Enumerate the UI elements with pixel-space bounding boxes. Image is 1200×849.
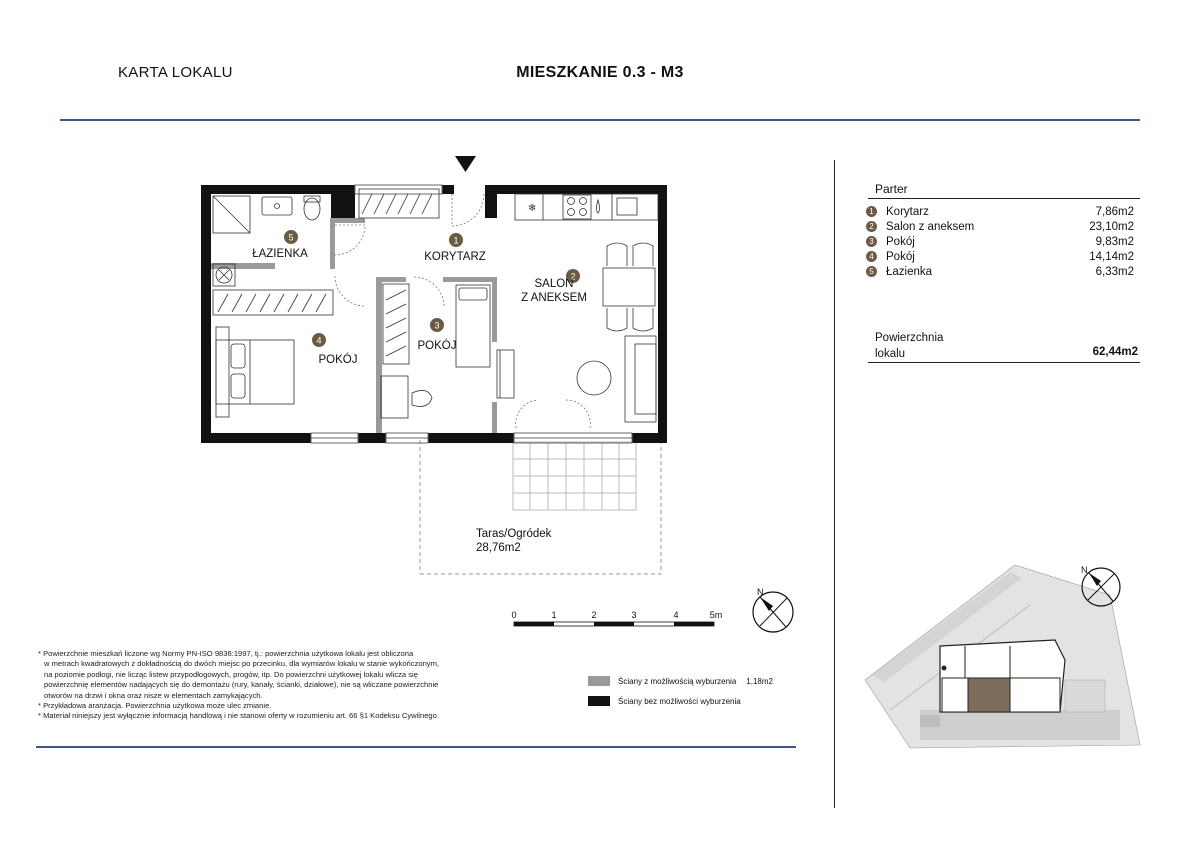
room-area: 7,86m2: [1095, 205, 1134, 218]
room-number-4: 4: [316, 335, 322, 346]
room-number-badge: 4: [866, 251, 877, 262]
room-area: 14,14m2: [1089, 250, 1134, 263]
scale-tick: 3: [631, 610, 637, 620]
room-label-pokoj-3: POKÓJ: [417, 340, 457, 352]
footer-divider: [36, 746, 796, 748]
dining-set: [603, 243, 655, 331]
total-area-value: 62,44m2: [1092, 346, 1138, 358]
wardrobes: [213, 189, 439, 364]
room-name: Salon z aneksem: [886, 220, 975, 233]
scale-bar-ticks: [511, 610, 722, 620]
legend-fixed-label: Ściany bez możliwości wyburzenia: [618, 696, 741, 706]
room-area: 23,10m2: [1089, 220, 1134, 233]
legend-row-removable: [588, 671, 773, 691]
panel-divider: [834, 160, 835, 808]
site-compass-icon: [1078, 564, 1124, 610]
kitchen-counter: [515, 194, 658, 220]
scale-tick: 2: [591, 610, 597, 620]
scale-tick: 1: [551, 610, 557, 620]
compass-icon: [753, 587, 793, 632]
total-area-label-line-1: Powierzchnia: [875, 332, 944, 344]
room-label-lazienka: ŁAZIENKA: [252, 248, 308, 260]
table-row: [866, 219, 1140, 234]
footnote-line: * Powierzchnie mieszkań liczone wg Normy PN-ISO 9836:1997, tj.: powierzchnia użytkowa lokalu jest obliczona: [38, 649, 414, 658]
terrace-tiles: [513, 442, 636, 510]
footnotes: [38, 649, 598, 722]
room-number-badge: 3: [866, 236, 877, 247]
footnote-line: * Przykładowa aranżacja. Powierzchnia użytkowa może ulec zmianie.: [38, 701, 272, 711]
footnote-line: na poziomie podłogi, nie licząc listew przypodłogowych, progów, itp. Do powierzchni użytkowej lokalu wlicza się: [44, 669, 418, 679]
apartment-title: MIESZKANIE 0.3 - M3: [516, 64, 684, 81]
footnote-line: powierzchnię elementów nadających się do demontażu (rury, kanały, ścianki, działowe), nie są wliczane powierzchnie: [44, 680, 439, 690]
document-type-label: KARTA LOKALU: [118, 64, 233, 81]
site-compass-letter: N: [1081, 565, 1088, 575]
room-number-3: 3: [434, 320, 440, 331]
room-label-korytarz: KORYTARZ: [424, 251, 486, 263]
footnote-line: w metrach kwadratowych z dokładnością do dwóch miejsc po przecinku, dla wymiarów lokalu w stanie wykończonym,: [44, 659, 440, 669]
room-name: Pokój: [886, 235, 915, 248]
room-number-badge: 5: [866, 266, 877, 277]
legend-removable-value: 1,18m2: [746, 676, 773, 686]
room-number-1: 1: [453, 235, 459, 246]
table-row: [866, 204, 1140, 219]
total-area-label-line-2: lokalu: [875, 348, 906, 360]
table-row: [866, 249, 1140, 264]
table-top-rule: [868, 198, 1140, 199]
room-number-badge: 2: [866, 221, 877, 232]
room-name: Pokój: [886, 250, 915, 263]
room-number-5: 5: [288, 232, 294, 243]
entrance-arrow-icon: [455, 156, 476, 172]
windows: [311, 185, 632, 443]
room-area: 9,83m2: [1095, 235, 1134, 248]
wall-legend: [588, 671, 773, 711]
total-area-rule: [868, 362, 1140, 363]
room-area: 6,33m2: [1095, 265, 1134, 278]
terrace-area: 28,76m2: [476, 542, 521, 554]
scale-tick: 4: [673, 610, 679, 620]
scale-tick: 0: [511, 610, 517, 620]
double-bed: [216, 327, 294, 417]
table-row: [866, 264, 1140, 279]
door-swings: [335, 194, 590, 428]
room-name: Korytarz: [886, 205, 929, 218]
terrace-label: Taras/Ogródek: [476, 528, 552, 540]
legend-removable-label: Ściany z możliwością wyburzenia: [618, 676, 737, 686]
compass-letter: N: [757, 587, 764, 597]
total-area-label: [875, 330, 943, 362]
unit-highlight: [968, 678, 1010, 712]
room-label-pokoj-4: POKÓJ: [318, 354, 358, 366]
room-number-2: 2: [570, 271, 576, 282]
bathroom-fixtures: [213, 196, 320, 286]
room-area-table: [866, 204, 1140, 279]
table-row: [866, 234, 1140, 249]
scale-bar: [514, 622, 714, 626]
room-label-salon: SALON Z ANEKSEM: [521, 278, 587, 304]
floor-name: Parter: [875, 182, 908, 196]
room-number-badge: 1: [866, 206, 877, 217]
footnote-line: otworów na drzwi i okna oraz nisze w elementach zamykających.: [44, 690, 263, 700]
scale-tick: 5m: [709, 610, 723, 620]
room-name: Łazienka: [886, 265, 933, 278]
svg-text:❄: ❄: [528, 203, 537, 214]
terrace-outline: [420, 440, 661, 574]
footnote-line: * Materiał niniejszy jest wyłącznie informacją handlową i nie stanowi oferty w rozumieniu art. 66 §1 Kodeksu Cywilnego.: [38, 711, 439, 721]
legend-row-fixed: [588, 691, 773, 711]
